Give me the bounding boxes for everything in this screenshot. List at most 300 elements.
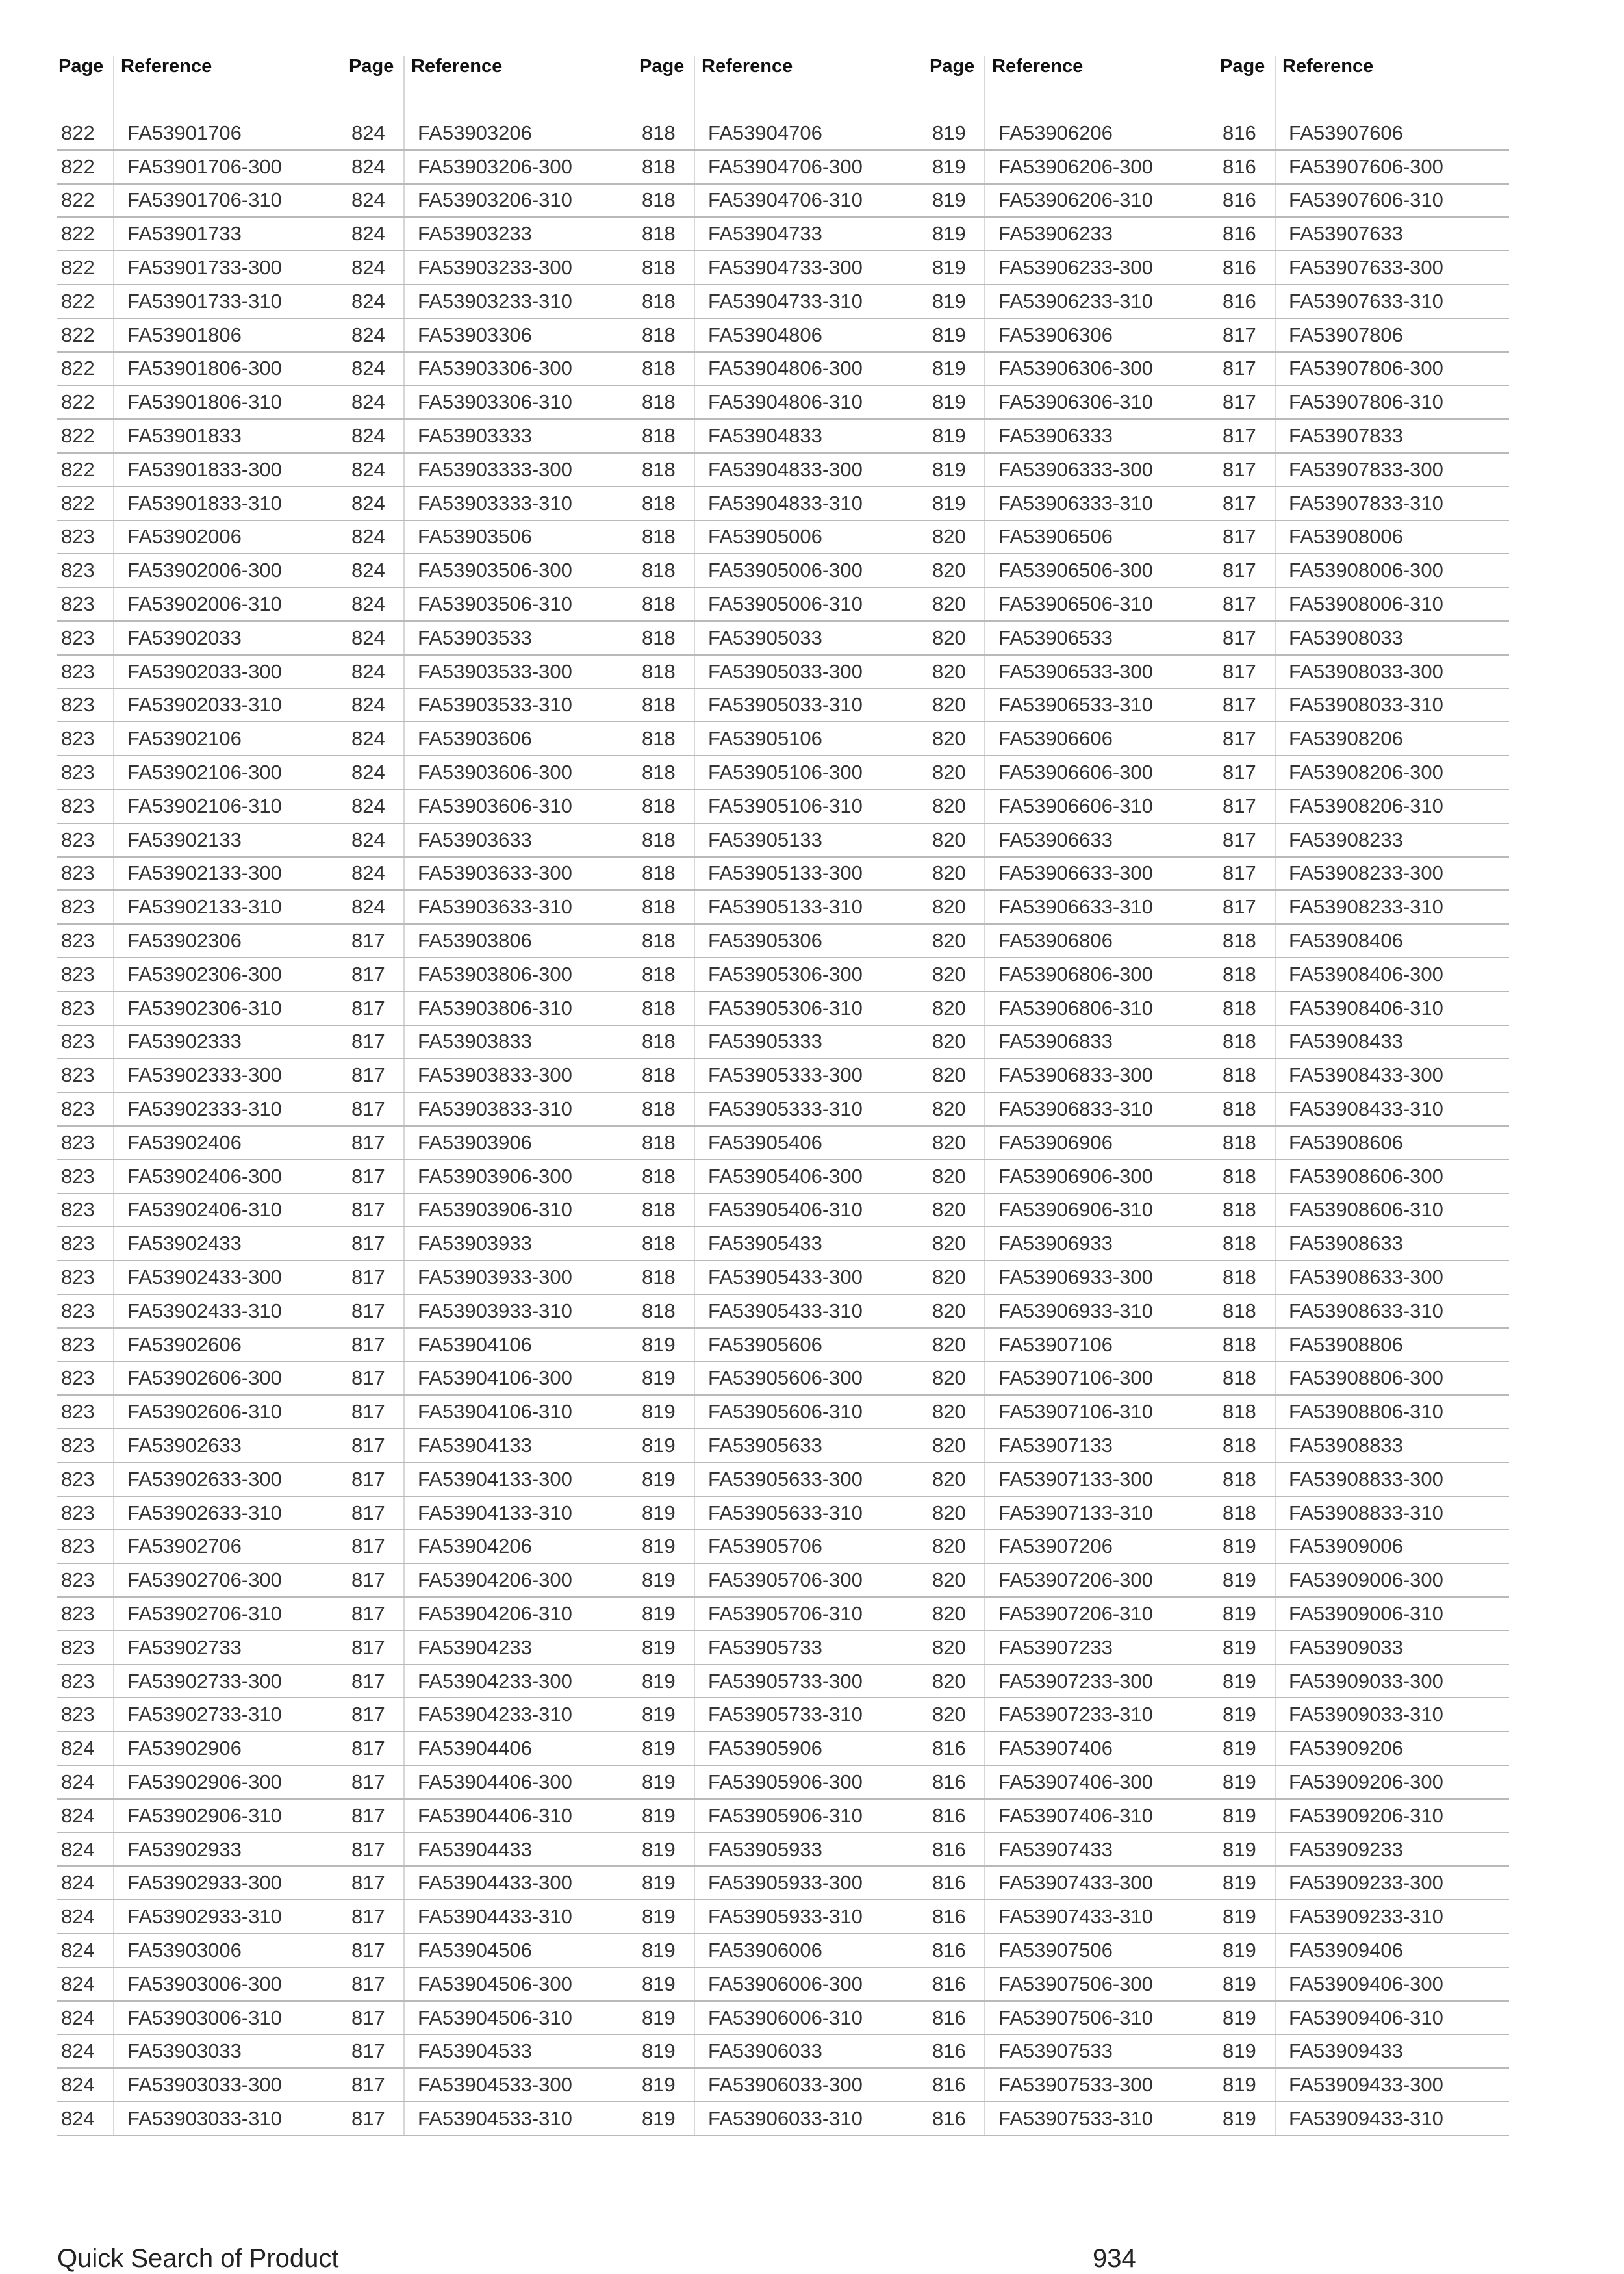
page-number-cell: 823 — [57, 1362, 114, 1394]
reference-cell: FA53908806-310 — [1289, 1400, 1443, 1424]
table-row — [638, 1564, 928, 1598]
table-row — [928, 285, 1219, 319]
page-number-cell: 824 — [57, 2035, 114, 2067]
table-row — [928, 824, 1219, 858]
page-number-cell: 824 — [348, 218, 405, 250]
table-row — [348, 1026, 638, 1060]
page-number-cell: 819 — [1219, 2002, 1276, 2034]
page-number-cell: 822 — [57, 319, 114, 351]
table-row — [1219, 622, 1509, 656]
reference-cell: FA53907206 — [998, 1535, 1113, 1558]
page-number-cell: 823 — [57, 1429, 114, 1462]
table-row — [57, 353, 348, 387]
reference-cell: FA53907433 — [998, 1837, 1113, 1861]
table-row — [1219, 1564, 1509, 1598]
reference-cell: FA53908006 — [1289, 525, 1403, 548]
table-row — [57, 454, 348, 487]
table-row — [57, 925, 348, 958]
reference-cell: FA53903806-300 — [418, 962, 572, 986]
reference-cell: FA53904133 — [418, 1433, 532, 1457]
page-number-cell: 820 — [928, 689, 985, 722]
table-row — [1219, 1329, 1509, 1362]
reference-cell: FA53905706 — [708, 1535, 822, 1558]
page-number-cell: 818 — [1219, 1160, 1276, 1193]
page-number-cell: 819 — [1219, 1900, 1276, 1933]
reference-cell: FA53902933-310 — [127, 1905, 282, 1928]
table-row — [638, 1194, 928, 1228]
table-row — [1219, 992, 1509, 1026]
table-row — [638, 1329, 928, 1362]
page-number-cell: 823 — [57, 1059, 114, 1092]
table-row — [57, 1698, 348, 1732]
table-row — [57, 2035, 348, 2069]
reference-cell: FA53908433 — [1289, 1030, 1403, 1053]
table-row — [638, 1530, 928, 1564]
reference-cell: FA53905633-310 — [708, 1501, 863, 1524]
reference-cell: FA53908633 — [1289, 1232, 1403, 1255]
reference-cell: FA53906506 — [998, 525, 1113, 548]
page-number-cell: 818 — [638, 992, 695, 1025]
table-row — [348, 1598, 638, 1631]
reference-cell: FA53908406-310 — [1289, 996, 1443, 1019]
table-row — [638, 319, 928, 353]
reference-cell: FA53901706-310 — [127, 188, 282, 212]
reference-cell: FA53906006-310 — [708, 2006, 863, 2029]
page-number-cell: 823 — [57, 824, 114, 856]
table-row — [348, 1900, 638, 1934]
table-row — [57, 1026, 348, 1060]
page-number-cell: 822 — [57, 151, 114, 183]
reference-cell: FA53902306-310 — [127, 996, 282, 1019]
table-row — [928, 2035, 1219, 2069]
page-number-cell: 824 — [57, 2002, 114, 2034]
table-row — [928, 1160, 1219, 1194]
page-number-cell: 818 — [638, 756, 695, 789]
page-number-cell: 819 — [928, 251, 985, 284]
page-number-cell: 817 — [348, 1631, 405, 1664]
page-number-cell: 823 — [57, 1631, 114, 1664]
table-row — [638, 1900, 928, 1934]
reference-cell: FA53902306-300 — [127, 962, 282, 986]
page-number-cell: 818 — [638, 487, 695, 520]
reference-cell: FA53903933 — [418, 1232, 532, 1255]
reference-cell: FA53908233-300 — [1289, 862, 1443, 885]
page-number-cell: 817 — [348, 1261, 405, 1294]
table-row — [638, 622, 928, 656]
page-number-cell: 818 — [638, 958, 695, 991]
table-row — [928, 992, 1219, 1026]
reference-cell: FA53903506-300 — [418, 559, 572, 582]
reference-cell: FA53905633 — [708, 1433, 822, 1457]
page-number-cell: 817 — [348, 1429, 405, 1462]
page-number-cell: 819 — [1219, 1665, 1276, 1698]
reference-cell: FA53905406-300 — [708, 1164, 863, 1188]
table-row — [638, 1497, 928, 1531]
table-row — [928, 1497, 1219, 1531]
table-row — [638, 891, 928, 925]
table-row — [348, 117, 638, 151]
reference-cell: FA53904806-310 — [708, 390, 863, 414]
page-number-cell: 824 — [57, 1833, 114, 1866]
page-number-cell: 819 — [1219, 1934, 1276, 1967]
table-row — [928, 1329, 1219, 1362]
reference-cell: FA53903533 — [418, 626, 532, 649]
reference-cell: FA53905106-310 — [708, 794, 863, 817]
table-row — [348, 218, 638, 251]
table-row — [348, 1194, 638, 1228]
reference-cell: FA53907806 — [1289, 323, 1403, 346]
reference-cell: FA53903833 — [418, 1030, 532, 1053]
table-row — [1219, 1800, 1509, 1833]
reference-cell: FA53903906-310 — [418, 1198, 572, 1221]
page-number-cell: 820 — [928, 588, 985, 620]
page-number-cell: 823 — [57, 1026, 114, 1058]
reference-cell: FA53908033-310 — [1289, 693, 1443, 717]
reference-cell: FA53902906-310 — [127, 1804, 282, 1827]
reference-cell: FA53908233 — [1289, 828, 1403, 851]
table-row — [1219, 554, 1509, 588]
table-row — [57, 2069, 348, 2102]
page-number-cell: 822 — [57, 353, 114, 385]
reference-cell: FA53903506-310 — [418, 593, 572, 616]
page-number-cell: 817 — [348, 1463, 405, 1496]
table-row — [638, 1598, 928, 1631]
page-number-cell: 818 — [1219, 1497, 1276, 1529]
page-number-cell: 820 — [928, 1598, 985, 1630]
table-row — [57, 1160, 348, 1194]
table-row — [348, 251, 638, 285]
page-number-cell: 823 — [57, 1295, 114, 1327]
page-number-cell: 818 — [638, 285, 695, 318]
table-row — [348, 454, 638, 487]
page-number-cell: 819 — [638, 2069, 695, 2101]
table-row — [57, 185, 348, 218]
page-number-cell: 817 — [348, 1194, 405, 1227]
reference-cell: FA53906333 — [998, 424, 1113, 448]
page-number-cell: 817 — [348, 925, 405, 957]
reference-cell: FA53902606-310 — [127, 1400, 282, 1424]
page-number-cell: 823 — [57, 656, 114, 688]
page-number-cell: 822 — [57, 185, 114, 217]
page-number-cell: 819 — [928, 285, 985, 318]
reference-cell: FA53905006-300 — [708, 559, 863, 582]
page-number-cell: 823 — [57, 992, 114, 1025]
table-row — [928, 117, 1219, 151]
table-row — [638, 1261, 928, 1295]
column-header — [928, 44, 1219, 117]
reference-cell: FA53907833-310 — [1289, 491, 1443, 515]
table-row — [638, 218, 928, 251]
reference-cell: FA53907233-300 — [998, 1669, 1153, 1693]
table-row — [1219, 1396, 1509, 1429]
reference-cell: FA53902706-310 — [127, 1602, 282, 1625]
reference-cell: FA53904533-310 — [418, 2106, 572, 2130]
reference-cell: FA53908206-310 — [1289, 794, 1443, 817]
table-row — [1219, 858, 1509, 891]
page-number-cell: 824 — [57, 1934, 114, 1967]
page-number-cell: 819 — [928, 353, 985, 385]
reference-cell: FA53903033-300 — [127, 2073, 282, 2097]
reference-cell: FA53902733-310 — [127, 1703, 282, 1726]
reference-cell: FA53906506-300 — [998, 559, 1153, 582]
page-number-cell: 818 — [638, 1194, 695, 1227]
table-row — [348, 1362, 638, 1396]
table-row — [1219, 1059, 1509, 1093]
reference-cell: FA53904506 — [418, 1938, 532, 1961]
table-row — [928, 2102, 1219, 2136]
reference-cell: FA53905633-300 — [708, 1467, 863, 1490]
page-number-cell: 818 — [1219, 958, 1276, 991]
page-number-cell: 819 — [1219, 1598, 1276, 1630]
page-number-cell: 824 — [348, 858, 405, 890]
reference-cell: FA53906233 — [998, 222, 1113, 246]
table-row — [928, 319, 1219, 353]
table-row — [928, 588, 1219, 622]
page-number-cell: 816 — [928, 2102, 985, 2135]
page-number-cell: 819 — [928, 487, 985, 520]
reference-cell: FA53902006 — [127, 525, 242, 548]
table-row — [348, 1564, 638, 1598]
page-number-cell: 817 — [348, 1497, 405, 1529]
page-number-cell: 818 — [638, 521, 695, 554]
page-number-cell: 817 — [1219, 790, 1276, 823]
reference-cell: FA53904433 — [418, 1837, 532, 1861]
table-row — [928, 353, 1219, 387]
table-row — [638, 588, 928, 622]
table-row — [1219, 151, 1509, 185]
page-number-cell: 818 — [638, 1295, 695, 1327]
reference-cell: FA53905933 — [708, 1837, 822, 1861]
reference-cell: FA53908206-300 — [1289, 761, 1443, 784]
page-number-cell: 818 — [638, 1026, 695, 1058]
table-row — [348, 824, 638, 858]
table-row — [57, 958, 348, 992]
reference-cell: FA53902006-310 — [127, 593, 282, 616]
reference-cell: FA53908033-300 — [1289, 659, 1443, 683]
page-number-cell: 819 — [1219, 1530, 1276, 1563]
table-row — [57, 656, 348, 689]
page-number-cell: 823 — [57, 554, 114, 587]
reference-column-heading: Reference — [702, 56, 793, 77]
reference-cell: FA53904433-300 — [418, 1871, 572, 1895]
page-number-cell: 824 — [348, 891, 405, 923]
reference-cell: FA53904806-300 — [708, 357, 863, 380]
page-number-cell: 818 — [638, 790, 695, 823]
table-row — [638, 790, 928, 824]
table-row — [348, 1665, 638, 1699]
table-row — [638, 722, 928, 756]
table-row — [638, 858, 928, 891]
table-row — [1219, 1698, 1509, 1732]
table-row — [638, 2069, 928, 2102]
table-row — [57, 1261, 348, 1295]
page-number-cell: 820 — [928, 858, 985, 890]
table-row — [57, 1665, 348, 1699]
reference-cell: FA53906033-310 — [708, 2106, 863, 2130]
page-number-cell: 819 — [638, 1867, 695, 1899]
reference-cell: FA53905606-310 — [708, 1400, 863, 1424]
page-number-cell: 820 — [928, 656, 985, 688]
page-number-cell: 819 — [638, 1766, 695, 1798]
page-number-cell: 823 — [57, 1227, 114, 1260]
reference-cell: FA53907533-310 — [998, 2106, 1153, 2130]
table-row — [638, 1732, 928, 1766]
page-number-cell: 817 — [348, 1934, 405, 1967]
page-number-cell: 824 — [348, 454, 405, 486]
reference-cell: FA53907406 — [998, 1737, 1113, 1760]
table-row — [1219, 1867, 1509, 1900]
table-row — [1219, 824, 1509, 858]
page-number-cell: 819 — [638, 1833, 695, 1866]
table-row — [348, 958, 638, 992]
table-row — [1219, 251, 1509, 285]
reference-cell: FA53902106-310 — [127, 794, 282, 817]
table-row — [1219, 420, 1509, 454]
reference-cell: FA53906806-310 — [998, 996, 1153, 1019]
page-number-cell: 823 — [57, 689, 114, 722]
page-number-cell: 823 — [57, 1127, 114, 1159]
reference-cell: FA53903633-310 — [418, 895, 572, 919]
table-row — [57, 1127, 348, 1160]
reference-cell: FA53907406-310 — [998, 1804, 1153, 1827]
table-row — [1219, 285, 1509, 319]
reference-cell: FA53903633 — [418, 828, 532, 851]
page-number-cell: 824 — [348, 689, 405, 722]
table-row — [1219, 386, 1509, 420]
page-number-cell: 817 — [348, 1732, 405, 1765]
table-row — [348, 1160, 638, 1194]
reference-cell: FA53906906-310 — [998, 1198, 1153, 1221]
reference-cell: FA53907833 — [1289, 424, 1403, 448]
reference-cell: FA53906033 — [708, 2039, 822, 2063]
reference-cell: FA53906633-310 — [998, 895, 1153, 919]
page-number-cell: 819 — [638, 1698, 695, 1731]
table-row — [928, 218, 1219, 251]
table-row — [928, 2002, 1219, 2036]
reference-cell: FA53907533-300 — [998, 2073, 1153, 2097]
reference-cell: FA53903006-310 — [127, 2006, 282, 2029]
table-row — [1219, 1093, 1509, 1127]
page-number-cell: 822 — [57, 218, 114, 250]
reference-cell: FA53906906-300 — [998, 1164, 1153, 1188]
table-row — [348, 656, 638, 689]
table-row — [57, 117, 348, 151]
reference-cell: FA53904706 — [708, 121, 822, 144]
column-header — [1219, 44, 1509, 117]
table-row — [638, 992, 928, 1026]
reference-cell: FA53902633 — [127, 1433, 242, 1457]
reference-cell: FA53903833-300 — [418, 1064, 572, 1087]
reference-cell: FA53904706-310 — [708, 188, 863, 212]
reference-cell: FA53905406-310 — [708, 1198, 863, 1221]
page-number-cell: 818 — [638, 656, 695, 688]
page-number-cell: 818 — [1219, 1396, 1276, 1428]
table-row — [638, 1698, 928, 1732]
reference-cell: FA53903333-310 — [418, 491, 572, 515]
table-row — [1219, 1968, 1509, 2002]
reference-cell: FA53905733 — [708, 1635, 822, 1659]
table-row — [638, 1833, 928, 1867]
table-row — [638, 1631, 928, 1665]
reference-cell: FA53907133-300 — [998, 1467, 1153, 1490]
table-row — [638, 1968, 928, 2002]
reference-cell: FA53902333-310 — [127, 1097, 282, 1120]
table-row — [638, 1362, 928, 1396]
page-number-cell: 820 — [928, 1631, 985, 1664]
page-number-cell: 823 — [57, 1463, 114, 1496]
table-row — [57, 1934, 348, 1968]
reference-cell: FA53902706 — [127, 1535, 242, 1558]
table-row — [928, 722, 1219, 756]
table-row — [1219, 2102, 1509, 2136]
page-number-cell: 824 — [57, 1867, 114, 1899]
page-number-cell: 824 — [348, 756, 405, 789]
page-number-cell: 818 — [1219, 1261, 1276, 1294]
page-number-cell: 822 — [57, 251, 114, 284]
reference-cell: FA53907806-310 — [1289, 390, 1443, 414]
page-number-cell: 818 — [1219, 1429, 1276, 1462]
reference-cell: FA53901733-300 — [127, 256, 282, 279]
table-row — [348, 722, 638, 756]
page-number-cell: 824 — [348, 251, 405, 284]
reference-cell: FA53904233 — [418, 1635, 532, 1659]
table-row — [348, 1833, 638, 1867]
reference-cell: FA53906206-310 — [998, 188, 1153, 212]
reference-cell: FA53907433-310 — [998, 1905, 1153, 1928]
reference-cell: FA53903306-310 — [418, 390, 572, 414]
page-number-cell: 818 — [1219, 1295, 1276, 1327]
page-number-cell: 819 — [928, 117, 985, 149]
table-row — [928, 622, 1219, 656]
page-number-cell: 823 — [57, 1698, 114, 1731]
page-number-cell: 817 — [348, 1968, 405, 2000]
page-number-cell: 817 — [348, 1530, 405, 1563]
page-number-cell: 817 — [1219, 588, 1276, 620]
table-row — [1219, 1261, 1509, 1295]
reference-cell: FA53905133-300 — [708, 862, 863, 885]
page-number-cell: 816 — [928, 1732, 985, 1765]
reference-cell: FA53908033 — [1289, 626, 1403, 649]
table-row — [638, 117, 928, 151]
table-row — [348, 554, 638, 588]
table-row — [1219, 756, 1509, 790]
table-row — [1219, 319, 1509, 353]
table-row — [928, 1059, 1219, 1093]
reference-cell: FA53903606-300 — [418, 761, 572, 784]
page-number-cell: 819 — [638, 2002, 695, 2034]
table-row — [1219, 790, 1509, 824]
reference-cell: FA53906933-310 — [998, 1299, 1153, 1322]
table-row — [928, 1732, 1219, 1766]
page-number-cell: 819 — [638, 1732, 695, 1765]
reference-cell: FA53906533 — [998, 626, 1113, 649]
table-row — [1219, 117, 1509, 151]
reference-cell: FA53903306-300 — [418, 357, 572, 380]
table-row — [348, 689, 638, 723]
table-row — [1219, 1026, 1509, 1060]
table-row — [348, 1463, 638, 1497]
page-number-cell: 820 — [928, 1564, 985, 1596]
reference-cell: FA53903606 — [418, 727, 532, 750]
page-number-cell: 817 — [1219, 689, 1276, 722]
table-row — [638, 151, 928, 185]
table-row — [57, 891, 348, 925]
page-number: 934 — [1093, 2244, 1136, 2273]
reference-cell: FA53904233-310 — [418, 1703, 572, 1726]
table-row — [928, 1362, 1219, 1396]
reference-cell: FA53905433 — [708, 1232, 822, 1255]
reference-cell: FA53903533-300 — [418, 659, 572, 683]
